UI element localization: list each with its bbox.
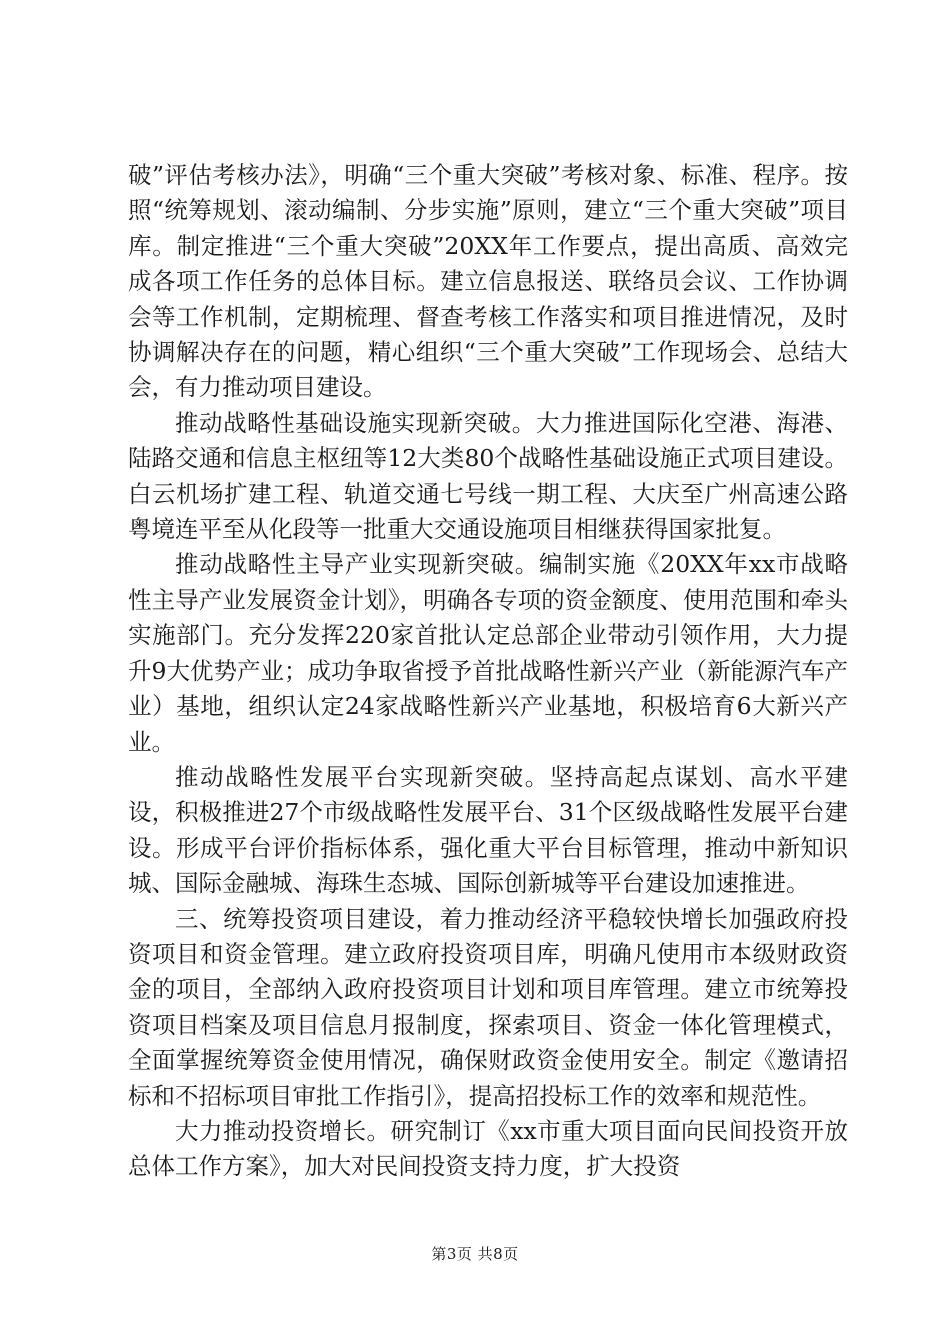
- page-footer: 第3页 共8页: [431, 1245, 519, 1263]
- paragraph-investment-section: 三、统筹投资项目建设，着力推动经济平稳较快增长加强政府投资项目和资金管理。建立政府投资项目库，明确凡使用市本级财政资金的项目，全部纳入政府投资项目计划和项目库管理。建立市统筹投资项目档案及项目信息月报制度，探索项目、资金一体化管理模式，全面掌握统筹资金使用情况，确保财政资金使用安全。制定《邀请招标和不招标项目审批工作指引》，提高招投标工作的效率和规范性。: [128, 904, 848, 1110]
- paragraph-investment-growth: 大力推动投资增长。研究制订《xx市重大项目面向民间投资开放总体工作方案》，加大对民间投资支持力度，扩大投资: [128, 1116, 848, 1181]
- paragraph-continuation: 破”评估考核办法》，明确“三个重大突破”考核对象、标准、程序。按照“统筹规划、滚动编制、分步实施”原则，建立“三个重大突破”项目库。制定推进“三个重大突破”20XX年工作要点，提出高质、高效完成各项工作任务的总体目标。建立信息报送、联络员会议、工作协调会等工作机制，定期梳理、督查考核工作落实和项目推进情况，及时协调解决存在的问题，精心组织“三个重大突破”工作现场会、总结大会，有力推动项目建设。: [128, 161, 848, 402]
- paragraph-industry: 推动战略性主导产业实现新突破。编制实施《20XX年xx市战略性主导产业发展资金计划》，明确各专项的资金额度、使用范围和牵头实施部门。充分发挥220家首批认定总部企业带动引领作用，大力提升9大优势产业；成功争取省授予首批战略性新兴产业（新能源汽车产业）基地，组织认定24家战略性新兴产业基地，积极培育6大新兴产业。: [128, 550, 848, 756]
- document-body: [128, 158, 848, 1185]
- paragraph-platform: 推动战略性发展平台实现新突破。坚持高起点谋划、高水平建设，积极推进27个市级战略性发展平台、31个区级战略性发展平台建设。形成平台评价指标体系，强化重大平台目标管理，推动中新知识城、国际金融城、海珠生态城、国际创新城等平台建设加速推进。: [128, 762, 848, 898]
- paragraph-infrastructure: 推动战略性基础设施实现新突破。大力推进国际化空港、海港、陆路交通和信息主枢纽等12大类80个战略性基础设施正式项目建设。白云机场扩建工程、轨道交通七号线一期工程、大庆至广州高速公路粤境连平至从化段等一批重大交通设施项目相继获得国家批复。: [128, 408, 848, 544]
